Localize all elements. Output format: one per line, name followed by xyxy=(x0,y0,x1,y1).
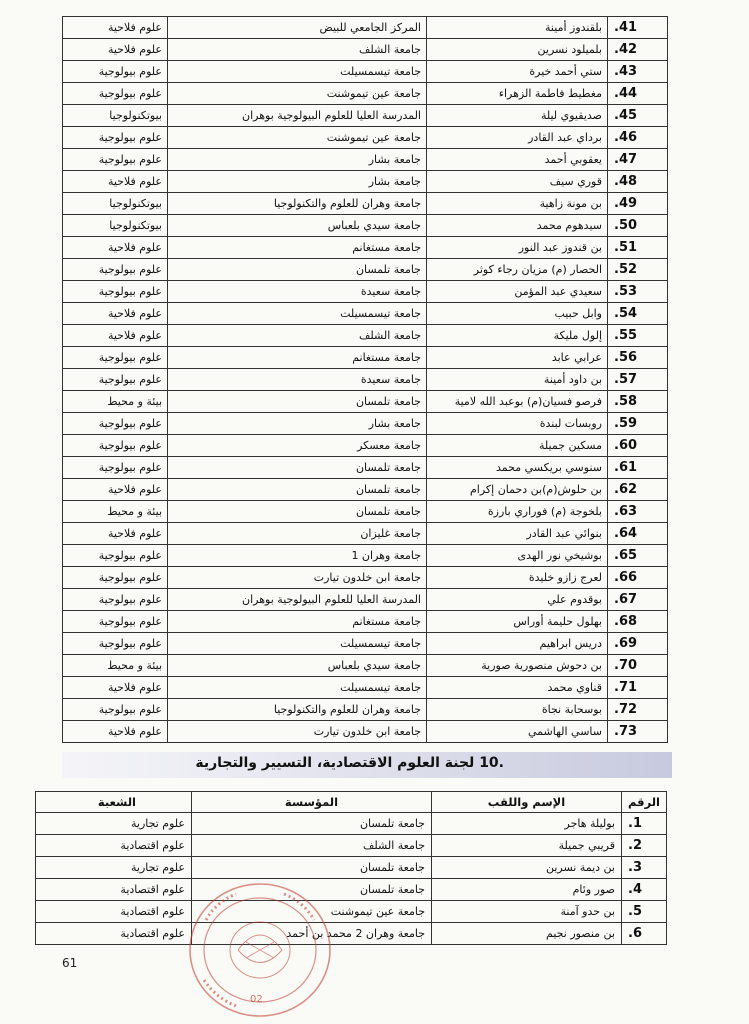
specialty-field: علوم فلاحية xyxy=(63,523,168,545)
institution: المركز الجامعي للبيض xyxy=(168,17,427,39)
row-number: 51. xyxy=(608,237,668,259)
member-name: الحصار (م) مزيان رجاء كوثر xyxy=(427,259,608,281)
row-number: 54. xyxy=(608,303,668,325)
table-row xyxy=(63,413,668,435)
column-header-name: الإسم واللقب xyxy=(432,792,622,813)
table-row xyxy=(63,171,668,193)
row-number: 61. xyxy=(608,457,668,479)
table-row xyxy=(36,813,667,835)
row-number: 66. xyxy=(608,567,668,589)
member-name: فرصو فسيان(م) بوعبد الله لامية xyxy=(427,391,608,413)
specialty-field: علوم اقتصادية xyxy=(36,835,192,857)
row-number: 41. xyxy=(608,17,668,39)
member-name: بن ديمة نسرين xyxy=(432,857,622,879)
specialty-field: علوم بيولوجية xyxy=(63,347,168,369)
table-header-row xyxy=(36,792,667,813)
member-name: بهلول حليمة أوراس xyxy=(427,611,608,633)
table-row xyxy=(36,879,667,901)
institution: جامعة وهران للعلوم والتكنولوجيا xyxy=(168,193,427,215)
specialty-field: علوم بيولوجية xyxy=(63,149,168,171)
row-number: 42. xyxy=(608,39,668,61)
table-row xyxy=(63,105,668,127)
institution: جامعة تيسمسيلت xyxy=(168,303,427,325)
member-name: بن مونة زاهية xyxy=(427,193,608,215)
specialty-field: علوم فلاحية xyxy=(63,303,168,325)
member-name: ساسي الهاشمي xyxy=(427,721,608,743)
specialty-field: علوم اقتصادية xyxy=(36,879,192,901)
institution: المدرسة العليا للعلوم البيولوجية بوهران xyxy=(168,589,427,611)
table-row xyxy=(63,347,668,369)
member-name: ستي أحمد خيرة xyxy=(427,61,608,83)
specialty-field: علوم اقتصادية xyxy=(36,923,192,945)
member-name: بوقدوم علي xyxy=(427,589,608,611)
row-number: 57. xyxy=(608,369,668,391)
institution: جامعة تلمسان xyxy=(168,391,427,413)
member-name: إلول مليكة xyxy=(427,325,608,347)
institution: جامعة تلمسان xyxy=(168,457,427,479)
specialty-field: علوم بيولوجية xyxy=(63,413,168,435)
specialty-field: علوم فلاحية xyxy=(63,677,168,699)
row-number: 2. xyxy=(622,835,667,857)
table-row xyxy=(63,479,668,501)
table-row xyxy=(63,435,668,457)
member-name: بن حلوش(م)بن دحمان إكرام xyxy=(427,479,608,501)
specialty-field: علوم بيولوجية xyxy=(63,435,168,457)
table-row xyxy=(63,523,668,545)
institution: جامعة بشار xyxy=(168,413,427,435)
section-title: .10 لجنة العلوم الاقتصادية، التسيير والتجارية xyxy=(195,755,504,771)
specialty-field: علوم اقتصادية xyxy=(36,901,192,923)
row-number: 49. xyxy=(608,193,668,215)
member-name: بوليلة هاجر xyxy=(432,813,622,835)
member-name: روبسات لبندة xyxy=(427,413,608,435)
row-number: 67. xyxy=(608,589,668,611)
column-header-number: الرقم xyxy=(622,792,667,813)
specialty-field: علوم فلاحية xyxy=(63,325,168,347)
table-row xyxy=(63,303,668,325)
institution: جامعة تيسمسيلت xyxy=(168,61,427,83)
institution: جامعة تلمسان xyxy=(168,501,427,523)
row-number: 3. xyxy=(622,857,667,879)
institution: جامعة سعيدة xyxy=(168,369,427,391)
row-number: 63. xyxy=(608,501,668,523)
table-row xyxy=(63,17,668,39)
member-name: مسكين جميلة xyxy=(427,435,608,457)
column-header-institution: المؤسسة xyxy=(192,792,432,813)
table-row xyxy=(63,39,668,61)
member-name: بلميلود نسرين xyxy=(427,39,608,61)
table-row xyxy=(63,633,668,655)
institution: جامعة سعيدة xyxy=(168,281,427,303)
specialty-field: بيوتكنولوجيا xyxy=(63,215,168,237)
row-number: 52. xyxy=(608,259,668,281)
member-name: قريبي جميلة xyxy=(432,835,622,857)
member-name: مغطيط فاطمة الزهراء xyxy=(427,83,608,105)
row-number: 71. xyxy=(608,677,668,699)
row-number: 73. xyxy=(608,721,668,743)
member-name: بنوائي عبد القادر xyxy=(427,523,608,545)
row-number: 60. xyxy=(608,435,668,457)
institution: جامعة عين تيموشنت xyxy=(168,83,427,105)
member-name: بن منصور نجيم xyxy=(432,923,622,945)
row-number: 58. xyxy=(608,391,668,413)
specialty-field: علوم بيولوجية xyxy=(63,83,168,105)
specialty-field: بيوتكنولوجيا xyxy=(63,193,168,215)
member-name: بلقندوز أمينة xyxy=(427,17,608,39)
specialty-field: بيئة و محيط xyxy=(63,391,168,413)
specialty-field: علوم بيولوجية xyxy=(63,567,168,589)
table-row xyxy=(36,923,667,945)
row-number: 64. xyxy=(608,523,668,545)
member-name: بوسحابة نجاة xyxy=(427,699,608,721)
row-number: 59. xyxy=(608,413,668,435)
institution: جامعة تلمسان xyxy=(168,259,427,281)
member-name: برداي عبد القادر xyxy=(427,127,608,149)
member-name: صديقيوي ليلة xyxy=(427,105,608,127)
row-number: 4. xyxy=(622,879,667,901)
institution: جامعة الشلف xyxy=(168,325,427,347)
row-number: 43. xyxy=(608,61,668,83)
specialty-field: علوم فلاحية xyxy=(63,479,168,501)
economics-committee-table xyxy=(35,791,667,945)
row-number: 47. xyxy=(608,149,668,171)
institution: جامعة سيدي بلعباس xyxy=(168,655,427,677)
specialty-field: علوم بيولوجية xyxy=(63,611,168,633)
table-row xyxy=(63,457,668,479)
specialty-field: علوم فلاحية xyxy=(63,721,168,743)
page-number: 61 xyxy=(62,956,78,970)
member-name: بن داود أمينة xyxy=(427,369,608,391)
row-number: 56. xyxy=(608,347,668,369)
row-number: 53. xyxy=(608,281,668,303)
specialty-field: علوم بيولوجية xyxy=(63,259,168,281)
institution: جامعة الشلف xyxy=(192,835,432,857)
institution: جامعة ابن خلدون تيارت xyxy=(168,721,427,743)
institution: جامعة تيسمسيلت xyxy=(168,633,427,655)
institution: جامعة تلمسان xyxy=(168,479,427,501)
specialty-field: علوم بيولوجية xyxy=(63,589,168,611)
specialty-field: علوم بيولوجية xyxy=(63,281,168,303)
row-number: 55. xyxy=(608,325,668,347)
table-row xyxy=(63,369,668,391)
table-row xyxy=(63,281,668,303)
specialty-field: علوم فلاحية xyxy=(63,237,168,259)
row-number: 44. xyxy=(608,83,668,105)
official-seal-stamp xyxy=(186,880,334,1020)
institution: جامعة عين تيموشنت xyxy=(192,901,432,923)
row-number: 48. xyxy=(608,171,668,193)
specialty-field: بيوتكنولوجيا xyxy=(63,105,168,127)
member-name: بوشيخي نور الهدى xyxy=(427,545,608,567)
institution: جامعة سيدي بلعباس xyxy=(168,215,427,237)
specialty-field: علوم بيولوجية xyxy=(63,369,168,391)
member-name: يعقوبي أحمد xyxy=(427,149,608,171)
member-name: صور وئام xyxy=(432,879,622,901)
institution: جامعة عين تيموشنت xyxy=(168,127,427,149)
table-row xyxy=(36,857,667,879)
table-row xyxy=(63,325,668,347)
row-number: 62. xyxy=(608,479,668,501)
table-row xyxy=(63,699,668,721)
institution: جامعة غليزان xyxy=(168,523,427,545)
table-row xyxy=(63,501,668,523)
table-row xyxy=(63,589,668,611)
institution: جامعة مستغانم xyxy=(168,347,427,369)
institution: جامعة تلمسان xyxy=(192,879,432,901)
institution: جامعة وهران للعلوم والتكنولوجيا xyxy=(168,699,427,721)
table-row xyxy=(63,655,668,677)
member-name: بن حدو آمنة xyxy=(432,901,622,923)
institution: جامعة مستغانم xyxy=(168,611,427,633)
row-number: 1. xyxy=(622,813,667,835)
specialty-field: بيئة و محيط xyxy=(63,501,168,523)
table-row xyxy=(63,611,668,633)
institution: جامعة الشلف xyxy=(168,39,427,61)
row-number: 50. xyxy=(608,215,668,237)
specialty-field: علوم بيولوجية xyxy=(63,699,168,721)
row-number: 5. xyxy=(622,901,667,923)
specialty-field: علوم بيولوجية xyxy=(63,633,168,655)
table-row xyxy=(63,567,668,589)
institution: جامعة وهران 1 xyxy=(168,545,427,567)
specialty-field: علوم بيولوجية xyxy=(63,61,168,83)
row-number: 69. xyxy=(608,633,668,655)
economics-committee-table-body xyxy=(36,813,667,945)
section-header-band xyxy=(62,752,672,778)
committee-members-table xyxy=(62,16,668,743)
institution: جامعة مستغانم xyxy=(168,237,427,259)
specialty-field: علوم تجارية xyxy=(36,857,192,879)
member-name: لعرج زازو خليدة xyxy=(427,567,608,589)
institution: جامعة وهران 2 محمد بن أحمد xyxy=(192,923,432,945)
committee-members-table-body xyxy=(63,17,668,743)
institution: جامعة بشار xyxy=(168,171,427,193)
table-row xyxy=(63,545,668,567)
table-row xyxy=(63,259,668,281)
table-row xyxy=(63,193,668,215)
member-name: عرابي عابد xyxy=(427,347,608,369)
member-name: سعيدي عبد المؤمن xyxy=(427,281,608,303)
table-row xyxy=(63,215,668,237)
row-number: 46. xyxy=(608,127,668,149)
institution: المدرسة العليا للعلوم البيولوجية بوهران xyxy=(168,105,427,127)
table-row xyxy=(63,127,668,149)
row-number: 65. xyxy=(608,545,668,567)
specialty-field: علوم فلاحية xyxy=(63,171,168,193)
specialty-field: علوم فلاحية xyxy=(63,39,168,61)
column-header-field: الشعبة xyxy=(36,792,192,813)
specialty-field: علوم بيولوجية xyxy=(63,545,168,567)
institution: جامعة تلمسان xyxy=(192,813,432,835)
member-name: قوري سيف xyxy=(427,171,608,193)
table-row xyxy=(63,721,668,743)
table-row xyxy=(63,391,668,413)
table-row xyxy=(63,83,668,105)
table-row xyxy=(36,901,667,923)
table-row xyxy=(63,149,668,171)
institution: جامعة بشار xyxy=(168,149,427,171)
member-name: بلخوجة (م) فوراري بارزة xyxy=(427,501,608,523)
specialty-field: بيئة و محيط xyxy=(63,655,168,677)
member-name: سنوسي بريكسي محمد xyxy=(427,457,608,479)
specialty-field: علوم تجارية xyxy=(36,813,192,835)
row-number: 45. xyxy=(608,105,668,127)
member-name: سيدهوم محمد xyxy=(427,215,608,237)
member-name: قناوي محمد xyxy=(427,677,608,699)
institution: جامعة تيسمسيلت xyxy=(168,677,427,699)
row-number: 68. xyxy=(608,611,668,633)
specialty-field: علوم بيولوجية xyxy=(63,457,168,479)
member-name: بن قندوز عبد النور xyxy=(427,237,608,259)
table-row xyxy=(63,237,668,259)
table-row xyxy=(63,61,668,83)
specialty-field: علوم بيولوجية xyxy=(63,127,168,149)
institution: جامعة ابن خلدون تيارت xyxy=(168,567,427,589)
institution: جامعة معسكر xyxy=(168,435,427,457)
stamp-number: 02 xyxy=(250,994,263,1005)
table-row xyxy=(63,677,668,699)
specialty-field: علوم فلاحية xyxy=(63,17,168,39)
table-row xyxy=(36,835,667,857)
row-number: 6. xyxy=(622,923,667,945)
member-name: وابل حبيب xyxy=(427,303,608,325)
institution: جامعة تلمسان xyxy=(192,857,432,879)
member-name: بن دحوش منصورية صورية xyxy=(427,655,608,677)
row-number: 70. xyxy=(608,655,668,677)
row-number: 72. xyxy=(608,699,668,721)
member-name: دريس ابراهيم xyxy=(427,633,608,655)
